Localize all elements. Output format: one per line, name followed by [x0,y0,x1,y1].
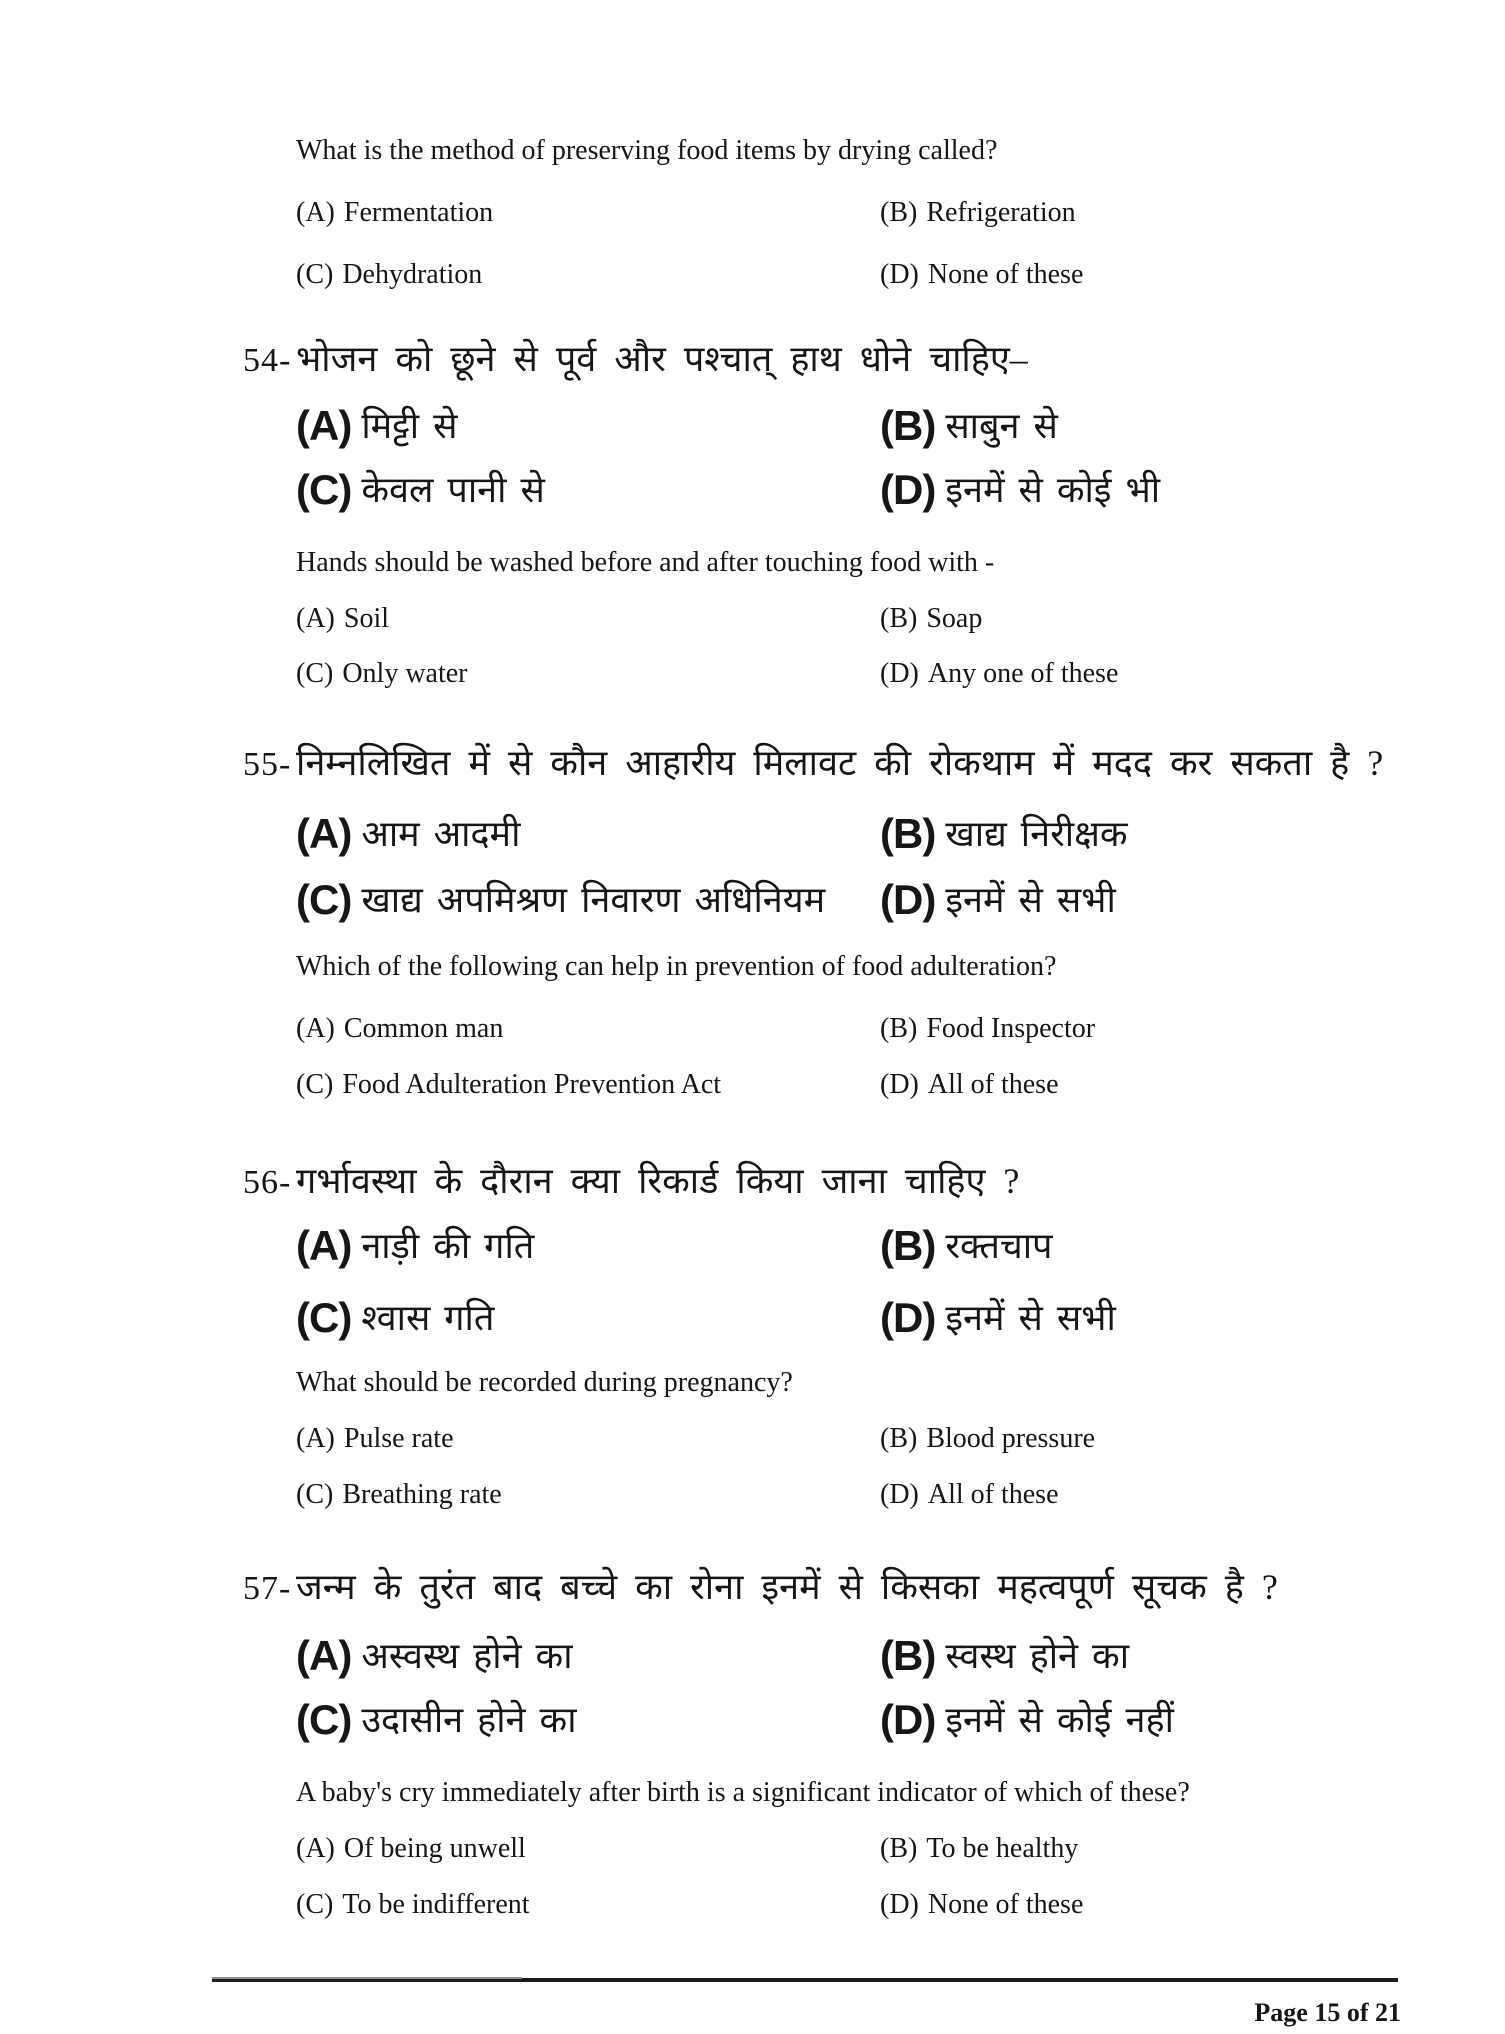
option-text: उदासीन होने का [361,1700,577,1740]
question-heading-hindi [243,1562,1455,1614]
option-a [296,1832,880,1866]
option-d [880,1294,1455,1342]
option-label: (B) [880,1423,918,1454]
option-d [880,258,1455,292]
option-label: (C) [296,466,352,513]
option-row [296,466,1455,514]
option-label: (C) [296,1069,334,1100]
option-text: इनमें से सभी [945,880,1116,920]
option-text: आम आदमी [361,814,521,854]
option-text: Soap [926,603,983,634]
option-c [296,1888,880,1922]
option-text: None of these [927,1889,1084,1920]
option-text: इनमें से सभी [945,1298,1116,1338]
option-label: (D) [880,1069,919,1100]
option-b [880,402,1455,450]
option-text: Breathing rate [342,1479,502,1510]
option-text: अस्वस्थ होने का [361,1636,573,1676]
option-text: स्वस्थ होने का [945,1636,1130,1676]
option-label: (A) [296,1632,352,1679]
option-label: (B) [880,603,918,634]
option-d [880,466,1455,514]
option-label: (A) [296,1013,335,1044]
option-label: (B) [880,1632,936,1679]
question-text-hindi: गर्भावस्था के दौरान क्या रिकार्ड किया जाना चाहिए ? [296,1161,1020,1201]
option-c [296,1294,880,1342]
question-number: 54- [243,342,292,379]
option-text: केवल पानी से [361,470,545,510]
option-text: Only water [342,658,468,689]
option-text: Common man [343,1013,504,1044]
option-text: To be healthy [926,1833,1079,1864]
option-b [880,1012,1455,1046]
question-text-english: Hands should be washed before and after touching food with - [296,547,995,578]
option-text: खाद्य अपमिश्रण निवारण अधिनियम [361,880,826,920]
option-row [296,1478,1455,1512]
option-text: नाड़ी की गति [361,1226,535,1266]
option-text: Food Inspector [926,1013,1096,1044]
option-label: (B) [880,810,936,857]
option-c [296,657,880,691]
option-label: (D) [880,876,936,923]
question-number: 57- [243,1570,292,1607]
option-label: (D) [880,1889,919,1920]
question-number: 55- [243,746,292,783]
option-label: (C) [296,1479,334,1510]
option-label: (A) [296,603,335,634]
option-d [880,1478,1455,1512]
question-number: 56- [243,1164,292,1201]
option-row [296,876,1455,924]
option-label: (C) [296,259,334,290]
option-text: All of these [927,1069,1059,1100]
option-d [880,657,1455,691]
option-label: (A) [296,810,352,857]
option-row [296,402,1455,450]
option-c [296,466,880,514]
option-text: खाद्य निरीक्षक [945,814,1128,854]
footer-divider [212,1978,1398,1982]
option-row [296,1888,1455,1922]
option-text: Food Adulteration Prevention Act [342,1069,722,1100]
option-label: (D) [880,658,919,689]
option-a [296,1222,880,1270]
question-heading-hindi [243,1156,1455,1208]
option-label: (C) [296,658,334,689]
option-row [296,258,1455,292]
option-text: Dehydration [342,259,483,290]
option-a [296,602,880,636]
option-text: Refrigeration [926,197,1076,228]
option-label: (B) [880,402,936,449]
option-row [296,810,1455,858]
option-row [296,1632,1455,1680]
option-b [880,602,1455,636]
option-label: (D) [880,1294,936,1341]
question-text-english: Which of the following can help in prevention of food adulteration? [296,951,1057,982]
question-heading-hindi [243,334,1455,386]
option-c [296,1068,880,1102]
option-label: (B) [880,1013,918,1044]
option-label: (A) [296,1423,335,1454]
option-b [880,810,1455,858]
page-number: Page 15 of 21 [1254,1998,1401,2027]
question-heading-hindi [243,738,1455,790]
option-text: None of these [927,259,1084,290]
option-text: Pulse rate [343,1423,454,1454]
option-a [296,1422,880,1456]
option-label: (A) [296,402,352,449]
option-text: साबुन से [945,406,1058,446]
option-b [880,196,1455,230]
option-a [296,1632,880,1680]
option-d [880,876,1455,924]
question-text-hindi: जन्म के तुरंत बाद बच्चे का रोना इनमें से किसका महत्वपूर्ण सूचक है ? [296,1567,1278,1607]
option-d [880,1068,1455,1102]
option-row [296,1832,1455,1866]
option-label: (C) [296,1294,352,1341]
option-label: (C) [296,1889,334,1920]
option-text: Soil [343,603,390,634]
option-label: (A) [296,1833,335,1864]
option-text: Fermentation [343,197,494,228]
option-label: (D) [880,259,919,290]
option-a [296,196,880,230]
option-text: रक्तचाप [945,1226,1053,1266]
option-a [296,810,880,858]
option-b [880,1422,1455,1456]
option-row [296,1696,1455,1744]
option-text: इनमें से कोई भी [945,470,1161,510]
question-text-hindi: निम्नलिखित में से कौन आहारीय मिलावट की रोकथाम में मदद कर सकता है ? [296,743,1384,783]
option-text: Blood pressure [926,1423,1096,1454]
option-a [296,1012,880,1046]
option-text: Any one of these [927,658,1119,689]
option-row [296,1294,1455,1342]
option-label: (A) [296,1222,352,1269]
option-label: (C) [296,876,352,923]
option-row [296,657,1455,691]
option-text: All of these [927,1479,1059,1510]
option-c [296,258,880,292]
option-row [296,602,1455,636]
option-c [296,1696,880,1744]
option-label: (D) [880,1479,919,1510]
question-text-english: What is the method of preserving food items by drying called? [296,135,998,166]
option-text: Of being unwell [343,1833,526,1864]
option-row [296,1068,1455,1102]
option-d [880,1888,1455,1922]
option-text: To be indifferent [342,1889,530,1920]
option-d [880,1696,1455,1744]
option-label: (B) [880,197,918,228]
option-b [880,1632,1455,1680]
question-text-english: A baby's cry immediately after birth is a significant indicator of which of these? [296,1777,1190,1808]
option-c [296,1478,880,1512]
question-text-hindi: भोजन को छूने से पूर्व और पश्चात् हाथ धोने चाहिए– [296,339,1028,379]
option-row [296,1422,1455,1456]
option-label: (C) [296,1696,352,1743]
option-label: (A) [296,197,335,228]
option-label: (D) [880,1696,936,1743]
option-a [296,402,880,450]
option-row [296,1222,1455,1270]
option-text: श्वास गति [361,1298,495,1338]
option-row [296,196,1455,230]
question-text-english: What should be recorded during pregnancy? [296,1367,793,1398]
option-b [880,1222,1455,1270]
option-text: मिट्टी से [361,406,458,446]
option-text: इनमें से कोई नहीं [945,1700,1174,1740]
option-b [880,1832,1455,1866]
option-label: (B) [880,1833,918,1864]
option-row [296,1012,1455,1046]
option-label: (D) [880,466,936,513]
option-c [296,876,880,924]
option-label: (B) [880,1222,936,1269]
